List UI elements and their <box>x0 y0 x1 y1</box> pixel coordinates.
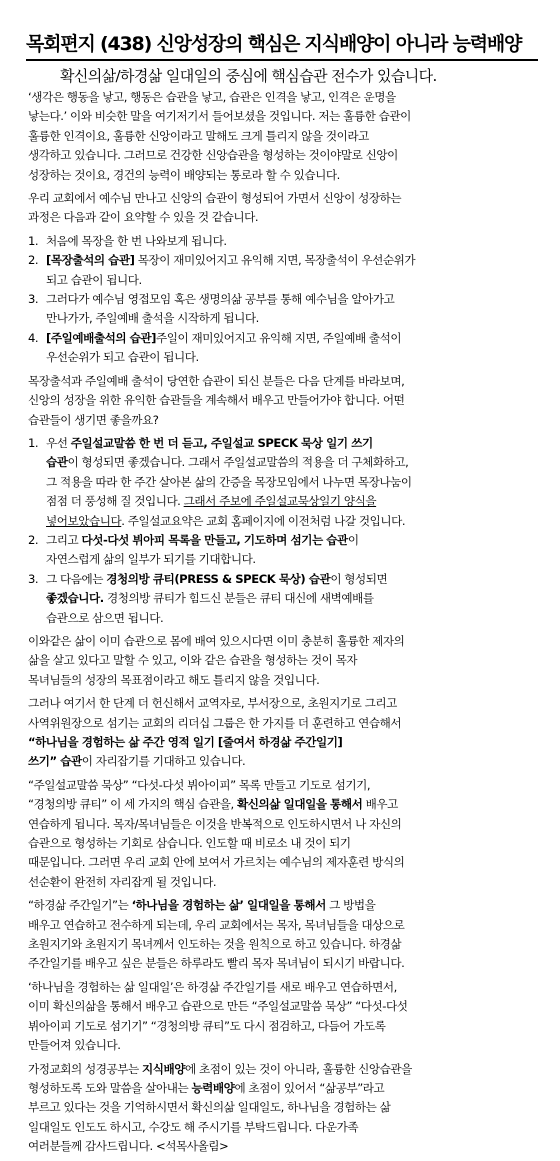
page-subtitle: 확신의삶/하경삶 일대일의 중심에 핵심습관 전수가 있습니다. <box>60 67 437 85</box>
list-item: 1. 처음에 목장을 한 번 나와보게 됩니다. <box>28 233 227 248</box>
page-title: 목회편지 (438) 신앙성장의 핵심은 지식배양이 아니라 능력배양 <box>26 30 538 61</box>
paragraph-one-on-one: ‘하나님을 경험하는 삶 일대일’은 하경삶 주간일기를 새로 배우고 연습하면서, 이미 확신의삶을 통해서 배우고 습관으로 만든 “주일설교말씀 묵상” “다섯-다섯 뷔아이피 기도로 섬기기” “경청의방 큐티”도 다시 점검하고, 다듬어 가도록 만들어져 있습니다. <box>28 979 408 1053</box>
list-item: 3. 그 다음에는 경청의방 큐티(PRESS & SPECK 묵상) 습관이 형성되면 좋겠습니다. 경청의방 큐티가 힘드신 분들은 큐티 대신에 새벽예배를 습관으로 삼으면 됩니다. <box>28 571 388 625</box>
list-item: 2. 그리고 다섯-다섯 뷔아피 목록을 만들고, 기도하며 섬기는 습관이 자연스럽게 삶의 일부가 되기를 기대합니다. <box>28 532 359 567</box>
paragraph-intro: ‘생각은 행동을 낳고, 행동은 습관을 낳고, 습관은 인격을 낳고, 인격은 운명을 낳는다.’ 이와 비슷한 말을 여기저기서 들어보셨을 것입니다. 저는 훌륭한 습관이 훌륭한 인격이요, 훌륭한 신앙이라고 말해도 크게 틀리지 않을 것이라고 생각하고 있습니다. 그러므로 건강한 신앙습관을 형성하는 것이야말로 신앙이 성장하는 것이요, 경건의 능력이 배양되는 통로라 할 수 있습니다. <box>28 90 411 182</box>
list-growth-steps <box>28 232 534 368</box>
list-habits <box>28 434 534 628</box>
list-item: 3. 그러다가 예수님 영접모임 혹은 생명의삶 공부를 통해 예수님을 알아가고 만나가가, 주일예배 출석을 시작하게 됩니다. <box>28 292 395 326</box>
paragraph-process: 우리 교회에서 예수님 만나고 신앙의 습관이 형성되어 가면서 신앙이 성장하는 과정은 다음과 같이 요약할 수 있을 것 같습니다. <box>28 191 402 225</box>
paragraph-closing: 가정교회의 성경공부는 지식배양에 초점이 있는 것이 아니라, 훌륭한 신앙습관을 형성하도록 도와 말씀을 살아내는 능력배양에 초점이 있어서 “삶공부”라고 부르고 있다는 것을 기억하시면서 확신의삶 일대일도, 하나님을 경험하는 삶 일대일도 인도도 하시고, 수강도 해 주시기를 부탁드립니다. 다운가족 여러분들께 감사드립니다. <석목사올림> <box>28 1060 534 1157</box>
paragraph-disciple: 이와같은 삶이 이미 습관으로 몸에 배여 있으시다면 이미 충분히 훌륭한 제자의 삶을 살고 있다고 말할 수 있고, 이와 같은 습관을 형성하는 것이 목자 목녀님들의 성장의 목표점이라고 해도 틀리지 않을 것입니다. <box>28 633 405 687</box>
letter-body <box>28 88 534 1161</box>
paragraph-weekly-journal: “하경삶 주간일기”는 ‘하나님을 경험하는 삶’ 일대일을 통해서 그 방법을 배우고 연습하고 전수하게 되는데, 우리 교회에서는 목자, 목녀님들을 대상으로 초원지기와 초원지기 목녀께서 인도하는 것을 원칙으로 하고 있습니다. 하경삶 주간일기를 배우고 싶은 분들은 하루라도 빨리 목자 목녀님이 되시기 바랍니다. <box>28 898 405 971</box>
list-item: 4. [주일예배출석의 습관]주일이 재미있어지고 유익해 지면, 주일예배 출석이 우선순위가 되고 습관이 됩니다. <box>28 330 402 365</box>
paragraph-next-steps: 목장출석과 주일예배 출석이 당연한 습관이 되신 분들은 다음 단계를 바라보며, 신앙의 성장을 위한 유익한 습관들을 계속해서 배우고 만들어가야 합니다. 어떤 습관들이 생기면 좋을까요? <box>28 373 405 427</box>
signature: 여러분들께 감사드립니다. <석목사올림> <box>28 1139 229 1154</box>
list-item: 2. [목장출석의 습관] 목장이 재미있어지고 유익해 지면, 목장출석이 우선순위가 되고 습관이 됩니다. <box>28 253 416 287</box>
list-item: 1. 우선 주일설교말씀 한 번 더 듣고, 주일설교 SPECK 묵상 일기 쓰기 습관이 형성되면 좋겠습니다. 그래서 주일설교말씀의 적용을 더 구체화하고, 그 적용을 따라 한 주간 살아본 삶의 간증을 목장모임에서 나누면 목장나눔이 점점 더 풍성해 질 것입니다. 그래서 주보에 주일설교묵상일기 양식을 넣어보았습니다. 주일설교요약은 교회 홈페이지에 이전처럼 나갈 것입니다. <box>28 435 412 528</box>
paragraph-leadership: 그러나 여기서 한 단계 더 헌신해서 교역자로, 부서장으로, 초원지기로 그리고 사역위원장으로 섬기는 교회의 리더십 그룹은 한 가지를 더 훈련하고 연습해서 “하나님을 경험하는 삶 주간 영적 일기 [줄여서 하경삶 주간일기] 쓰기” 습관이 자리잡기를 기대하고 있습니다. <box>28 696 402 769</box>
paragraph-core-habits: “주일설교말씀 묵상” “다섯-다섯 뷔아이피” 목록 만들고 기도로 섬기기, “경청의방 큐티” 이 세 가지의 핵심 습관을, 확신의삶 일대일을 통해서 배우고 연습하게 됩니다. 목자/목녀님들은 이것을 반복적으로 인도하시면서 나 자신의 습관으로 형성하는 기회로 삼습니다. 인도할 때 비로소 내 것이 되기 때문입니다. 그러면 우리 교회 안에 보여서 가르치는 예수님의 제자훈련 방식의 선순환이 완전히 자리잡게 될 것입니다. <box>28 777 405 889</box>
